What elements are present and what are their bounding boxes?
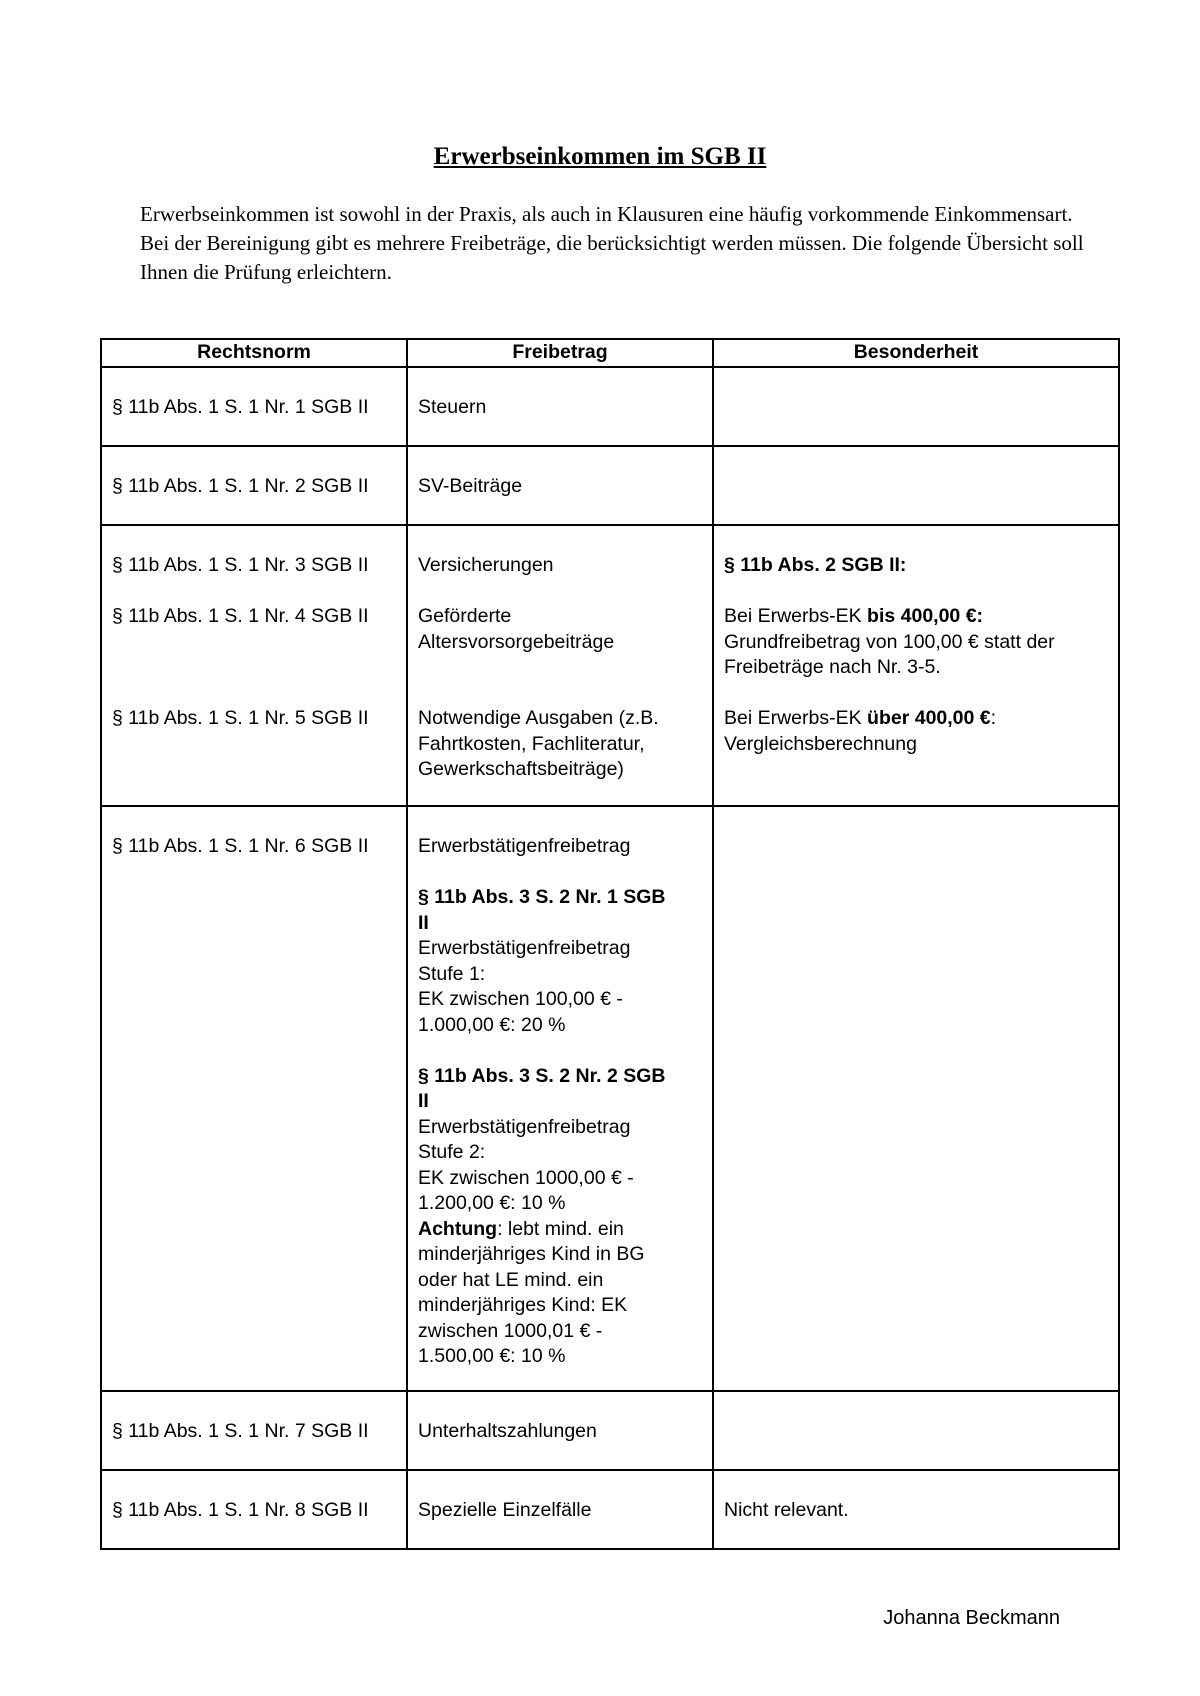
intro-paragraph: Erwerbseinkommen ist sowohl in der Praxis, als auch in Klausuren eine häufig vorkommende Einkommensart. Bei der Bereinigung gibt es mehrere Freibeträge, die berücksichtigt werden müssen. Die folgende Übersicht soll Ihnen die Prüfung erleichtern. xyxy=(140,202,1084,284)
freibetrag-text: Versicherungen xyxy=(418,554,554,576)
freibetrag-text: SV-Beiträge xyxy=(418,475,523,497)
norm-text: § 11b Abs. 1 S. 1 Nr. 2 SGB II xyxy=(112,475,369,497)
besonderheit-amount: bis 400,00 € xyxy=(867,605,977,627)
besonderheit-heading: § 11b Abs. 2 SGB II: xyxy=(724,554,907,576)
table-cell-freibetrag xyxy=(407,1391,713,1470)
norm-text: § 11b Abs. 1 S. 1 Nr. 7 SGB II xyxy=(112,1420,369,1442)
stufe2-range: EK zwischen 1000,00 € - 1.200,00 €: 10 % xyxy=(418,1166,634,1214)
norm-text: § 11b Abs. 1 S. 1 Nr. 3 SGB II xyxy=(112,554,369,576)
table-row xyxy=(101,525,1119,806)
table-cell-besonderheit xyxy=(713,525,1119,806)
table-cell-norm xyxy=(101,525,407,806)
table-header-row xyxy=(101,339,1119,367)
table-row xyxy=(101,806,1119,1391)
besonderheit-amount: über 400,00 € xyxy=(867,707,991,729)
table-cell-norm xyxy=(101,1470,407,1549)
freibetrag-text: Geförderte Altersvorsorgebeiträge xyxy=(418,605,615,653)
column-header-rechtsnorm: Rechtsnorm xyxy=(101,339,407,367)
freibetrag-text: Erwerbstätigenfreibetrag xyxy=(418,835,631,857)
freibetrag-text: Unterhaltszahlungen xyxy=(418,1420,597,1442)
besonderheit-prefix: Bei Erwerbs-EK xyxy=(724,605,868,627)
document-title: Erwerbseinkommen im SGB II xyxy=(433,143,767,170)
column-header-freibetrag: Freibetrag xyxy=(407,339,713,367)
norm-text: § 11b Abs. 1 S. 1 Nr. 6 SGB II xyxy=(112,835,369,857)
table-cell-norm xyxy=(101,367,407,446)
freibetraege-table xyxy=(100,338,1120,1550)
stufe1-range: EK zwischen 100,00 € - 1.000,00 €: 20 % xyxy=(418,988,623,1036)
besonderheit-text xyxy=(724,604,1108,681)
besonderheit-text: Nicht relevant. xyxy=(724,1499,849,1521)
stufe1-label: Erwerbstätigenfreibetrag Stufe 1: xyxy=(418,937,631,985)
besonderheit-prefix: Bei Erwerbs-EK xyxy=(724,707,868,729)
stufe1-heading: § 11b Abs. 3 S. 2 Nr. 1 SGB II xyxy=(418,886,666,934)
column-header-besonderheit: Besonderheit xyxy=(713,339,1119,367)
besonderheit-detail: Vergleichsberechnung xyxy=(724,732,917,755)
table-cell-besonderheit xyxy=(713,446,1119,525)
stufe2-label: Erwerbstätigenfreibetrag Stufe 2: xyxy=(418,1115,631,1163)
table-cell-norm xyxy=(101,446,407,525)
table-row xyxy=(101,446,1119,525)
achtung-note xyxy=(418,1217,678,1370)
table-cell-besonderheit xyxy=(713,806,1119,1391)
besonderheit-text xyxy=(724,706,1108,757)
besonderheit-detail: Grundfreibetrag von 100,00 € statt der Freibeträge nach Nr. 3-5. xyxy=(724,630,1055,678)
table-cell-freibetrag xyxy=(407,806,713,1391)
achtung-label: Achtung xyxy=(418,1217,498,1240)
stufe2-heading: § 11b Abs. 3 S. 2 Nr. 2 SGB II xyxy=(418,1064,666,1112)
table-cell-freibetrag xyxy=(407,446,713,525)
freibetrag-text: Steuern xyxy=(418,396,487,418)
table-row xyxy=(101,1470,1119,1549)
table-cell-freibetrag xyxy=(407,525,713,806)
besonderheit-colon: : xyxy=(976,605,984,627)
freibetrag-text: Notwendige Ausgaben (z.B. Fahrtkosten, Fachliteratur, Gewerkschaftsbeiträge) xyxy=(418,707,659,780)
author-signature: Johanna Beckmann xyxy=(883,1607,1060,1629)
achtung-text: : lebt mind. ein minderjähriges Kind in BG oder hat LE mind. ein minderjähriges Kind: EK zwischen 1000,01 € - 1.500,00 €: 10 % xyxy=(418,1217,645,1367)
norm-text: § 11b Abs. 1 S. 1 Nr. 5 SGB II xyxy=(112,707,369,729)
norm-text: § 11b Abs. 1 S. 1 Nr. 8 SGB II xyxy=(112,1499,369,1521)
norm-text: § 11b Abs. 1 S. 1 Nr. 4 SGB II xyxy=(112,605,369,627)
table-cell-besonderheit xyxy=(713,367,1119,446)
freibetrag-text: Spezielle Einzelfälle xyxy=(418,1499,592,1521)
table-cell-besonderheit xyxy=(713,1470,1119,1549)
table-row xyxy=(101,367,1119,446)
table-cell-norm xyxy=(101,1391,407,1470)
table-cell-freibetrag xyxy=(407,367,713,446)
table-row xyxy=(101,1391,1119,1470)
besonderheit-colon: : xyxy=(990,707,997,729)
table-cell-freibetrag xyxy=(407,1470,713,1549)
norm-text: § 11b Abs. 1 S. 1 Nr. 1 SGB II xyxy=(112,396,369,418)
table-cell-norm xyxy=(101,806,407,1391)
table-cell-besonderheit xyxy=(713,1391,1119,1470)
